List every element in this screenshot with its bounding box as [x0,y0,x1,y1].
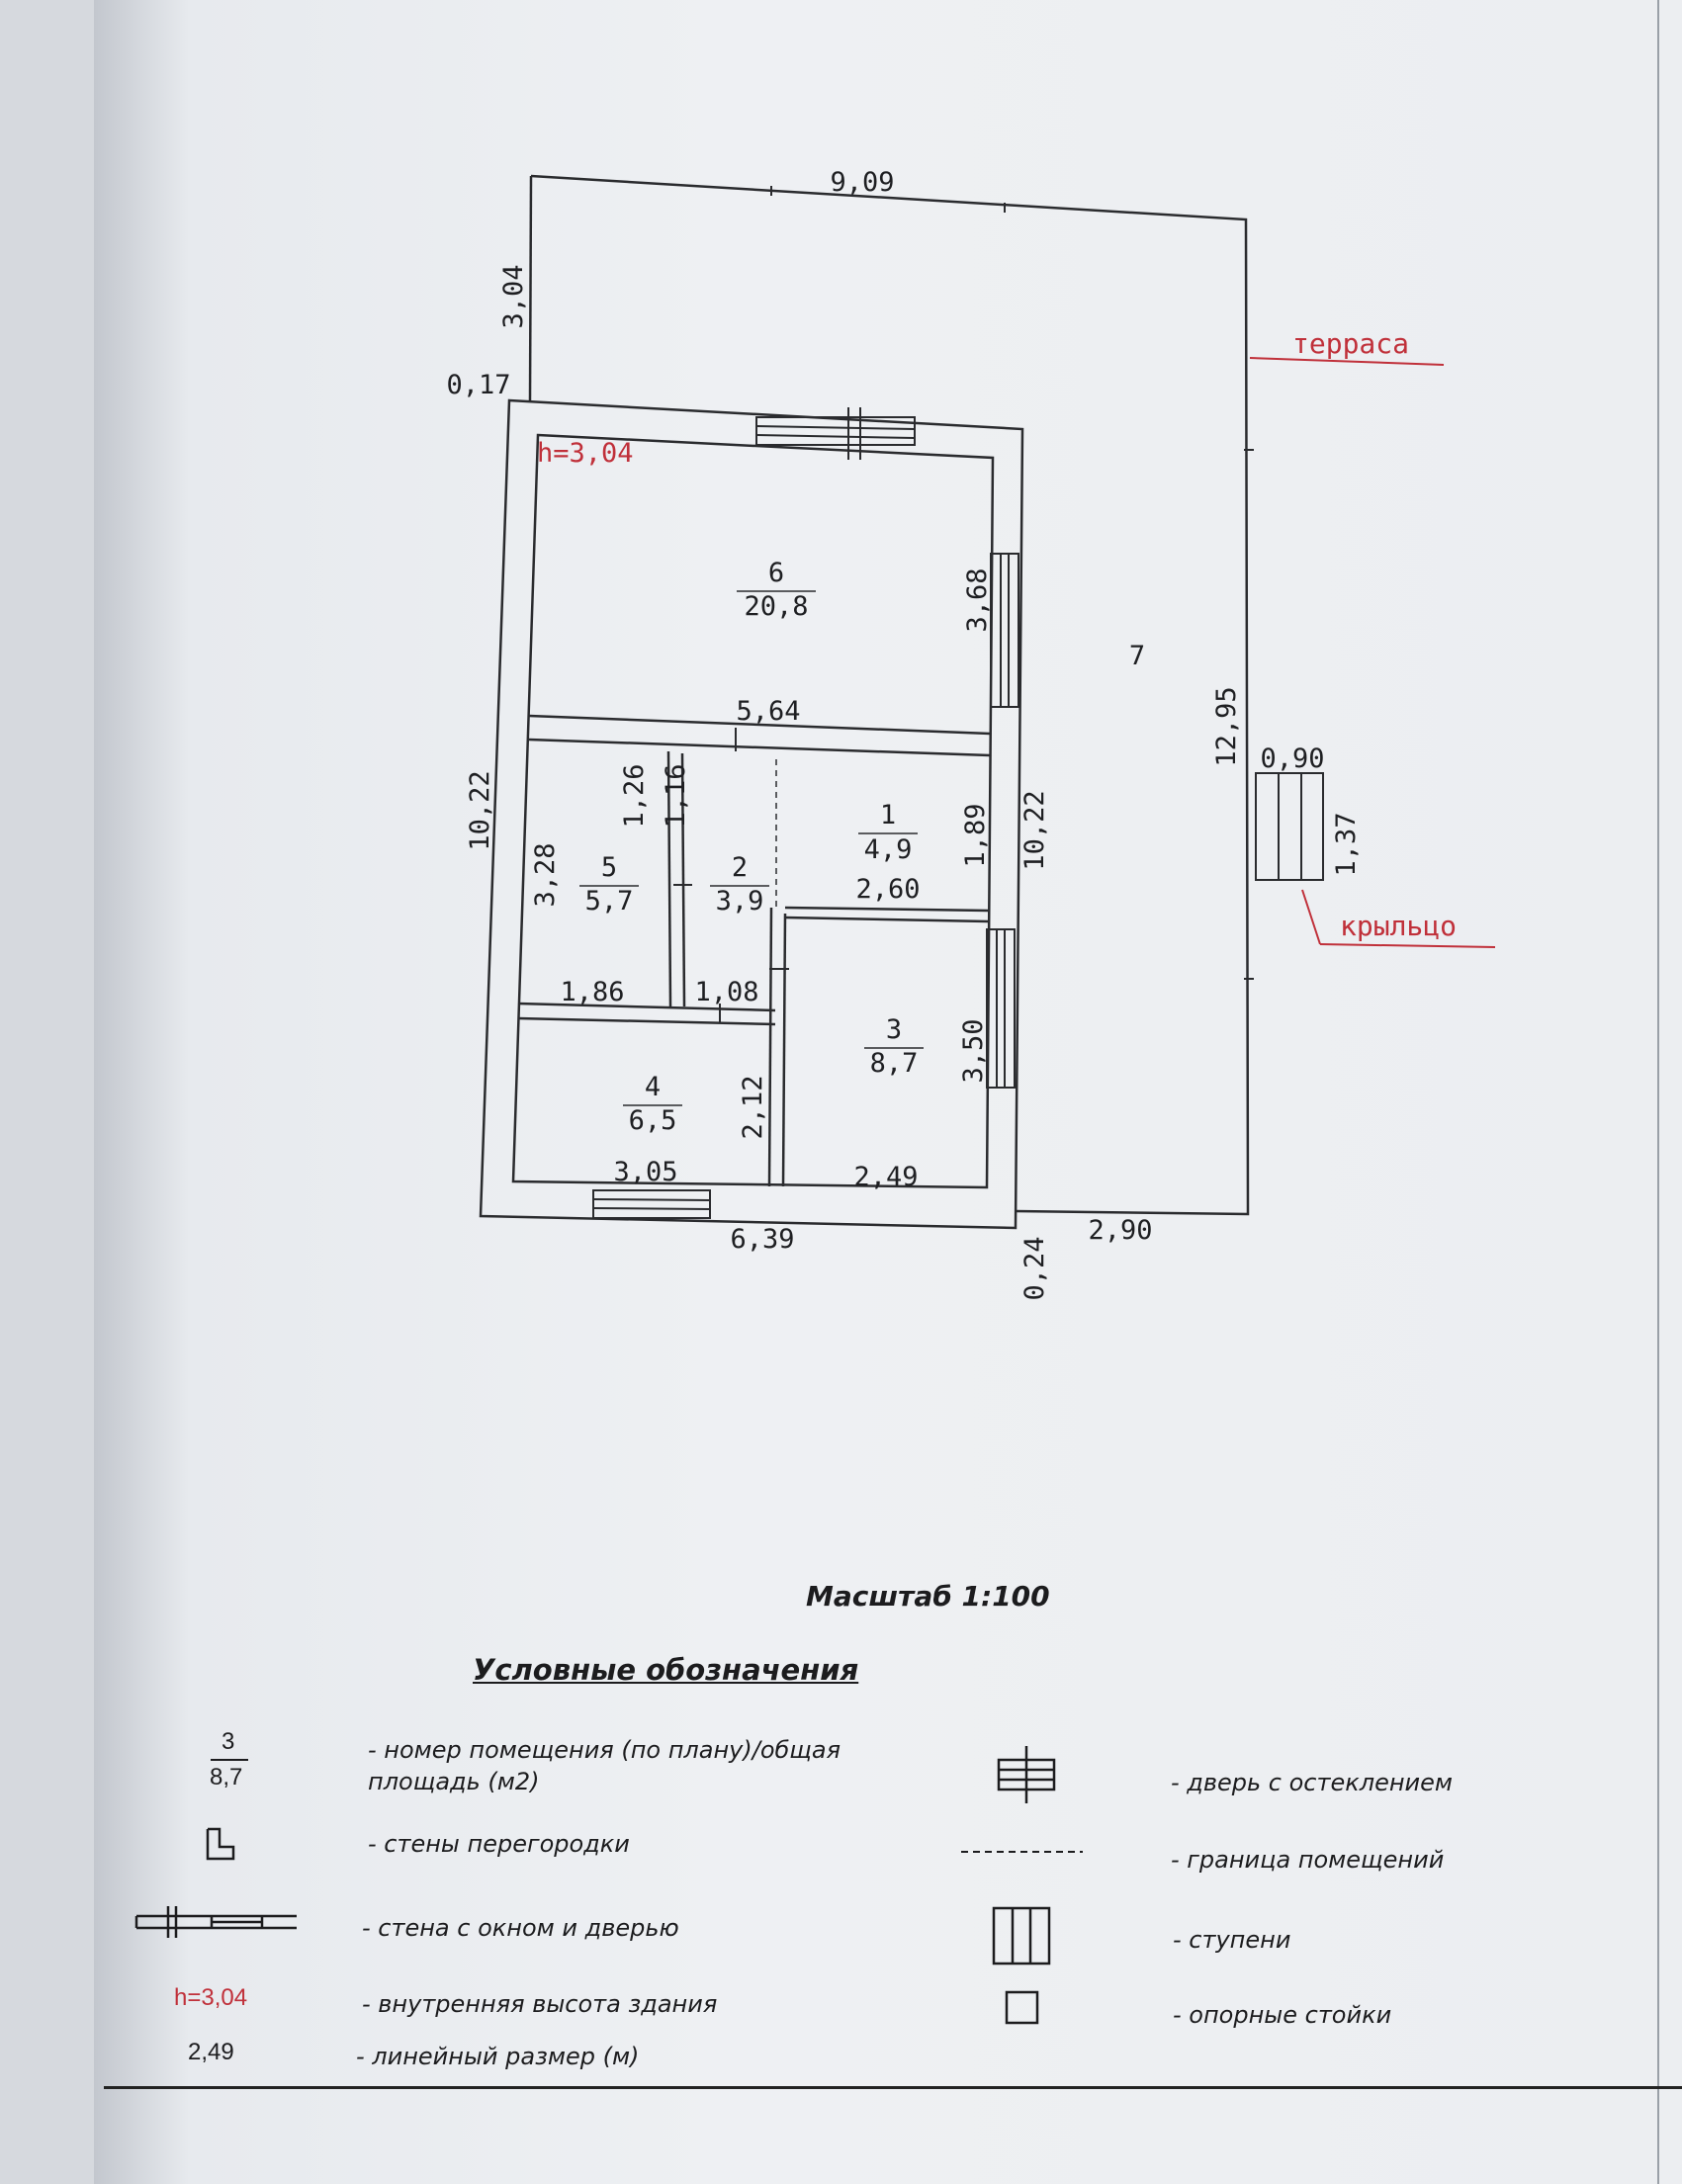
room-6-number: 6 [767,558,785,588]
dim-room3-width: 2,49 [853,1162,919,1192]
dim-room5-top-b: 1,16 [661,763,691,829]
room-1-number: 1 [879,800,897,830]
porch-label: крыльцо [1340,910,1458,942]
room-5-number: 5 [600,852,618,883]
legend-fraction-top: 3 [221,1728,235,1755]
dim-room2-width: 1,08 [694,977,759,1007]
dim-room4-height: 2,12 [738,1075,768,1140]
height-label: h=3,04 [537,438,634,469]
room-2-area: 3,9 [715,886,764,917]
dim-house-bottom: 6,39 [730,1224,795,1255]
room-5-area: 5,7 [584,886,634,917]
dim-room5-top-a: 1,26 [619,763,650,829]
porch-steps [1256,773,1323,880]
porch-leader-h [1320,944,1495,947]
window-right-upper [991,554,1018,707]
dim-porch-depth: 1,37 [1331,812,1362,877]
dim-terrace-left-upper: 3,04 [498,264,529,329]
dim-terrace-right: 12,95 [1211,686,1242,767]
dim-porch-width: 0,90 [1260,743,1325,774]
legend-posts-desc: - опорные стойки [1173,2001,1392,2029]
legend-glazed-door-desc: - дверь с остеклением [1171,1769,1454,1796]
legend-title: Условные обозначения [473,1653,859,1687]
dim-room5-width: 1,86 [560,977,625,1007]
dim-room3-height: 3,50 [958,1018,989,1084]
legend-walls-desc: - стены перегородки [368,1830,630,1858]
legend-linear-symbol: 2,49 [188,2039,234,2065]
scale-text: Масштаб 1:100 [806,1580,1050,1613]
dim-room4-width: 3,05 [613,1157,678,1187]
steps-icon [994,1908,1049,1964]
legend-room-boundary-desc: - граница помещений [1171,1846,1445,1874]
legend-steps-desc: - ступени [1173,1926,1291,1954]
legend-symbols [136,1746,1083,2023]
bottom-rule [104,2086,1682,2089]
room-4-number: 4 [644,1072,662,1102]
legend-height-symbol: h=3,04 [174,1984,248,2011]
dim-terrace-top: 9,09 [830,167,895,198]
dim-room6-width: 5,64 [736,696,801,727]
legend-height-desc: - внутренняя высота здания [362,1990,718,2018]
room-7-number: 7 [1128,641,1146,671]
room-2-number: 2 [731,852,749,883]
room-3-number: 3 [885,1014,903,1045]
legend-room-desc-line1: - номер помещения (по плану)/общая [368,1736,841,1764]
legend-room-desc-line2: площадь (м2) [368,1768,540,1795]
legend-wall-window-desc: - стена с окном и дверью [362,1914,679,1942]
dim-room1-width: 2,60 [855,874,921,905]
dim-room1-height: 1,89 [960,803,991,868]
dim-room5-height: 3,28 [530,842,561,908]
window-right-lower [987,929,1015,1088]
room-3-area: 8,7 [869,1048,919,1079]
wall-partition-icon [208,1829,233,1859]
room-labels [579,558,1145,1136]
glazed-door-icon [999,1746,1054,1803]
window-bottom [593,1190,710,1218]
wall-window-door-icon [136,1906,297,1938]
room-4-area: 6,5 [628,1105,677,1136]
dim-terrace-bottom: 2,90 [1088,1215,1153,1246]
porch-leader [1302,890,1320,944]
legend-linear-desc: - линейный размер (м) [356,2043,640,2070]
room-1-area: 4,9 [863,834,913,865]
dim-offset-024: 0,24 [1019,1236,1050,1301]
dim-room6-height: 3,68 [962,568,993,633]
terrace-label: терраса [1292,327,1410,360]
legend-fraction-bottom: 8,7 [210,1764,243,1791]
support-post-icon [1007,1992,1037,2023]
dim-house-left: 10,22 [465,770,495,851]
dim-house-right: 10,22 [1019,790,1050,871]
room-6-area: 20,8 [744,591,809,622]
dim-offset-017: 0,17 [446,370,511,400]
